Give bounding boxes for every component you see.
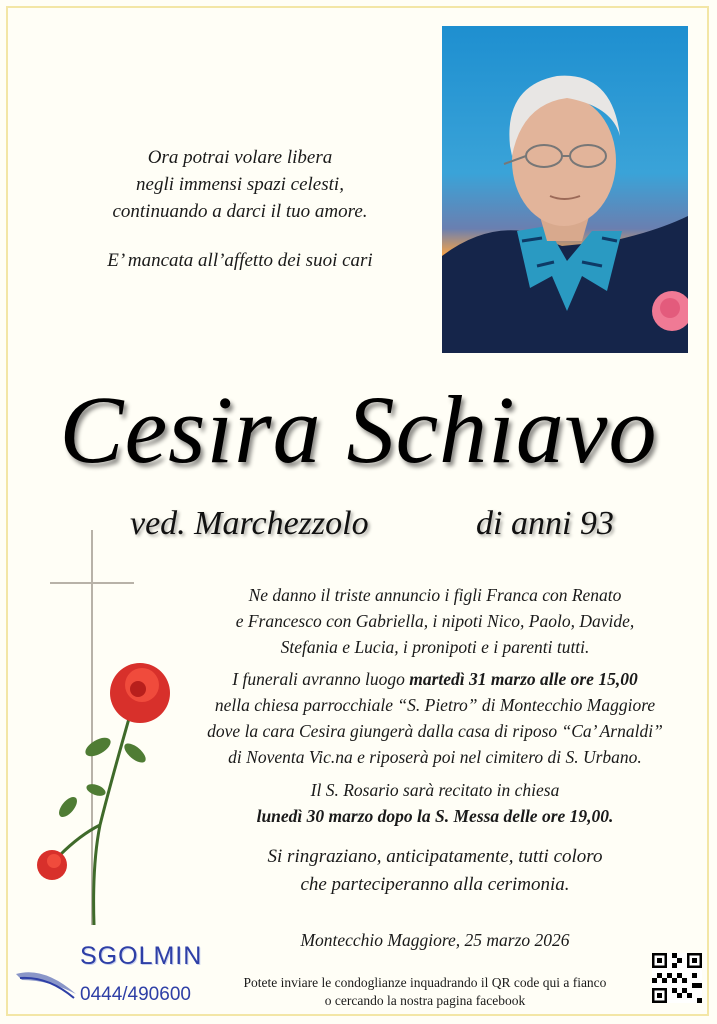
cross-with-rose-illustration xyxy=(30,525,200,935)
deceased-name: Cesira Schiavo xyxy=(59,376,658,483)
quote-line: Ora potrai volare libera xyxy=(147,147,333,168)
condolence-line: o cercando la nostra pagina facebook xyxy=(324,993,526,1008)
rosary-line: Il S. Rosario sarà recitato in chiesa xyxy=(310,780,560,800)
qr-code[interactable] xyxy=(652,952,702,1004)
quote-line: negli immensi spazi celesti, xyxy=(136,174,344,195)
thanks-line: che parteciperanno alla cerimonia. xyxy=(300,874,570,895)
place-and-date: Montecchio Maggiore, 25 marzo 2026 xyxy=(300,930,570,950)
funeral-line: nella chiesa parrocchiale “S. Pietro” di Montecchio Maggiore xyxy=(214,695,656,715)
announcement-text xyxy=(180,582,690,660)
age: di anni 93 xyxy=(476,505,614,542)
agency-phone: 0444/490600 xyxy=(80,984,191,1005)
funeral-line: di Noventa Vic.na e riposerà poi nel cimitero di S. Urbano. xyxy=(228,747,642,767)
announcement-line: Stefania e Lucia, i pronipoti e i parenti tutti. xyxy=(280,637,590,657)
thanks-text xyxy=(180,843,690,899)
rosary-date-time: lunedì 30 marzo dopo la S. Messa delle ore 19,00. xyxy=(256,806,614,826)
portrait-photo xyxy=(442,26,688,353)
announcement-line: e Francesco con Gabriella, i nipoti Nico, Paolo, Davide, xyxy=(235,611,635,631)
swoosh-icon xyxy=(14,946,84,1006)
farewell-quote xyxy=(60,144,420,274)
funeral-line xyxy=(180,666,690,692)
condolence-note xyxy=(210,974,640,1010)
funeral-date-time: martedì 31 marzo alle ore 15,00 xyxy=(409,669,638,689)
thanks-line: Si ringraziano, anticipatamente, tutti coloro xyxy=(267,846,603,867)
widow-of: ved. Marchezzolo xyxy=(130,505,369,542)
funeral-details xyxy=(180,666,690,770)
funeral-line: dove la cara Cesira giungerà dalla casa di riposo “Ca’ Arnaldi” xyxy=(207,721,663,741)
rosary-details xyxy=(180,777,690,829)
agency-name: SGOLMIN xyxy=(80,942,203,970)
funeral-intro: I funerali avranno luogo xyxy=(232,669,410,689)
agency-logo xyxy=(14,942,214,1012)
condolence-line: Potete inviare le condoglianze inquadrando il QR code qui a fianco xyxy=(243,975,607,990)
quote-line: continuando a darci il tuo amore. xyxy=(112,201,368,222)
announcement-line: Ne danno il triste annuncio i figli Franca con Renato xyxy=(248,585,622,605)
quote-line: E’ mancata all’affetto dei suoi cari xyxy=(107,250,373,271)
